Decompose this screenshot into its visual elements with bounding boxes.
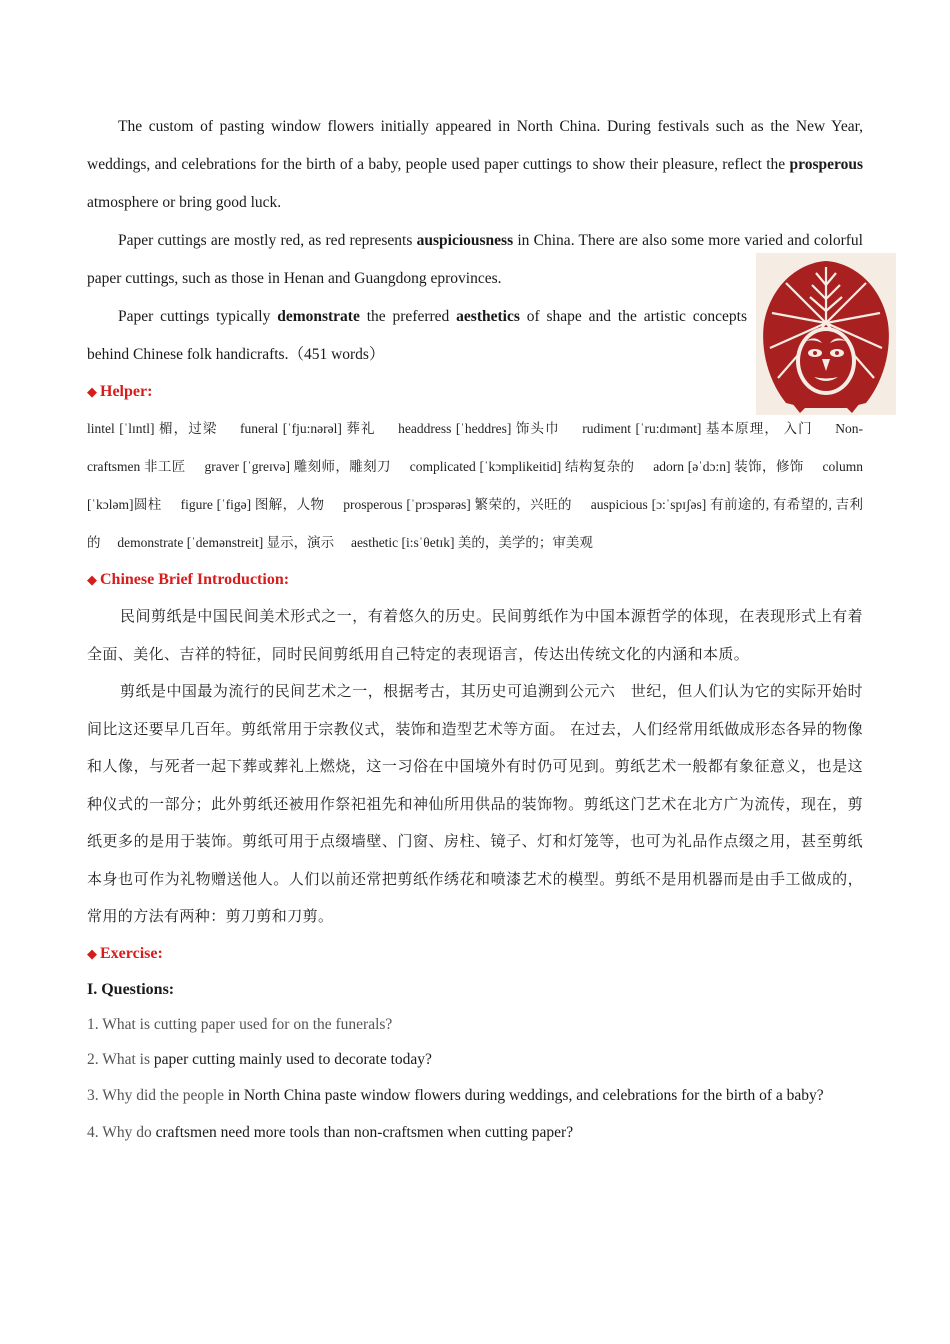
vocab-item: complicated [ˈkɔmplikeitid] 结构复杂的 xyxy=(409,459,635,474)
question-1-text: 1. What is cutting paper used for on the funerals? xyxy=(87,1015,393,1033)
vocab-item: figure [ˈfigə] 图解，人物 xyxy=(180,497,325,512)
helper-vocab-list xyxy=(87,410,863,562)
p1-bold-word: prosperous xyxy=(789,156,863,173)
question-4-text: craftsmen need more tools than non-craftsmen when cutting paper? xyxy=(155,1123,574,1141)
p3-text: Paper cuttings typically xyxy=(118,308,278,325)
p3-bold-word-1: demonstrate xyxy=(277,308,360,325)
questions-section-title: I. Questions: xyxy=(87,980,175,998)
question-3 xyxy=(87,1077,863,1115)
vocab-item: lintel [ˈlɪntl] 楣，过梁 xyxy=(87,421,218,436)
question-2-lead: 2. What is xyxy=(87,1050,154,1068)
question-3-text: in North China paste window flowers during weddings, and celebrations for the birth of a baby? xyxy=(227,1086,824,1104)
vocab-item: rudiment [ˈru:dɪmənt] 基本原理， 入门 xyxy=(582,421,813,436)
vocab-item: funeral [ˈfju:nərəl] 葬礼 xyxy=(239,421,376,436)
vocab-item: prosperous [ˈprɔspərəs] 繁荣的，兴旺的 xyxy=(343,497,572,512)
question-2-text: paper cutting mainly used to decorate today? xyxy=(153,1050,432,1068)
vocab-item: auspicious [ɔ:ˈspɪʃəs] 有前途的, 有希望的, 吉利的 xyxy=(87,497,864,550)
intro-paragraph-2: 剪纸是中国最为流行的民间艺术之一，根据考古，其历史可追溯到公元六 世纪，但人们认为它的实际开始时间比这还要早几百年。剪纸常用于宗教仪式，装饰和造型艺术等方面。 在过去，人们经常用纸做成形态各异的物像和人像，与死者一起下葬或葬礼上燃烧，这一习俗在中国境外有时仍可见到。剪纸艺术一般都有象征意义，也是这种仪式的一部分；此外剪纸还被用作祭祀祖先和神仙所用供品的装饰物。剪纸这门艺术在北方广为流传，现在，剪纸更多的是用于装饰。剪纸可用于点缀墙壁、门窗、房柱、镜子、灯和灯笼等，也可为礼品作点缀之用，甚至剪纸本身也可作为礼物赠送他人。人们以前还常把剪纸作绣花和喷漆艺术的模型。剪纸不是用机器而是由手工做成的，常用的方法有两种：剪刀剪和刀剪。 xyxy=(87,682,863,925)
p2-bold-word: auspiciousness xyxy=(416,232,514,249)
vocab-item: aesthetic [i:sˈθetɪk] 美的，美学的；审美观 xyxy=(350,535,593,550)
intro-title: Chinese Brief Introduction: xyxy=(100,571,290,588)
p2-text-end: in China. There are also some more varied and colorful paper cuttings, such as those in Henan and Guangdong eprovinces. xyxy=(87,232,863,287)
vocab-item: column [ˈkɔləm]圆柱 xyxy=(87,459,864,512)
diamond-bullet-icon: ◆ xyxy=(87,945,97,961)
document-body xyxy=(87,108,863,1150)
exercise-title: Exercise: xyxy=(100,944,163,962)
vocab-item: adorn [əˈdɔ:n] 装饰，修饰 xyxy=(653,459,804,474)
diamond-bullet-icon: ◆ xyxy=(87,572,97,587)
intro-paragraph-1: 民间剪纸是中国民间美术形式之一，有着悠久的历史。民间剪纸作为中国本源哲学的体现，在表现形式上有着全面、美化、吉祥的特征，同时民间剪纸用自己特定的表现语言，传达出传统文化的内涵和本质。 xyxy=(87,607,863,663)
p3-text-end: of shape and the artistic concepts behind Chinese folk handicrafts.（451 words） xyxy=(87,308,747,363)
p3-bold-word-2: aesthetics xyxy=(456,308,520,325)
exercise-heading xyxy=(87,936,863,972)
helper-title: Helper: xyxy=(100,383,153,400)
p1-text-end: atmosphere or bring good luck. xyxy=(87,194,282,211)
paragraph-1 xyxy=(87,108,863,222)
p3-text-mid: the preferred xyxy=(359,308,457,325)
p2-text: Paper cuttings are mostly red, as red represents xyxy=(118,232,417,249)
question-1 xyxy=(87,1007,863,1042)
vocab-item: graver [ˈgreɪvə] 雕刻师，雕刻刀 xyxy=(204,459,391,474)
question-4 xyxy=(87,1115,863,1150)
question-2 xyxy=(87,1042,863,1077)
paragraph-3 xyxy=(87,298,747,374)
intro-heading xyxy=(87,562,863,598)
vocab-item: headdress [ˈheddres] 饰头巾 xyxy=(398,421,560,436)
vocab-item: Non-craftsmen 非工匠 xyxy=(87,421,864,474)
question-3-lead: 3. Why did the people xyxy=(87,1086,228,1104)
vocab-item: demonstrate [ˈdemənstreit] 显示，演示 xyxy=(117,535,335,550)
diamond-bullet-icon: ◆ xyxy=(87,384,97,399)
p1-text: The custom of pasting window flowers initially appeared in North China. During festivals such as the New Year, weddings, and celebrations for the birth of a baby, people used paper cuttings to show their pleasure, reflect the xyxy=(87,118,863,173)
paragraph-2 xyxy=(87,222,863,298)
helper-heading xyxy=(87,374,863,410)
question-4-lead: 4. Why do xyxy=(87,1123,156,1141)
